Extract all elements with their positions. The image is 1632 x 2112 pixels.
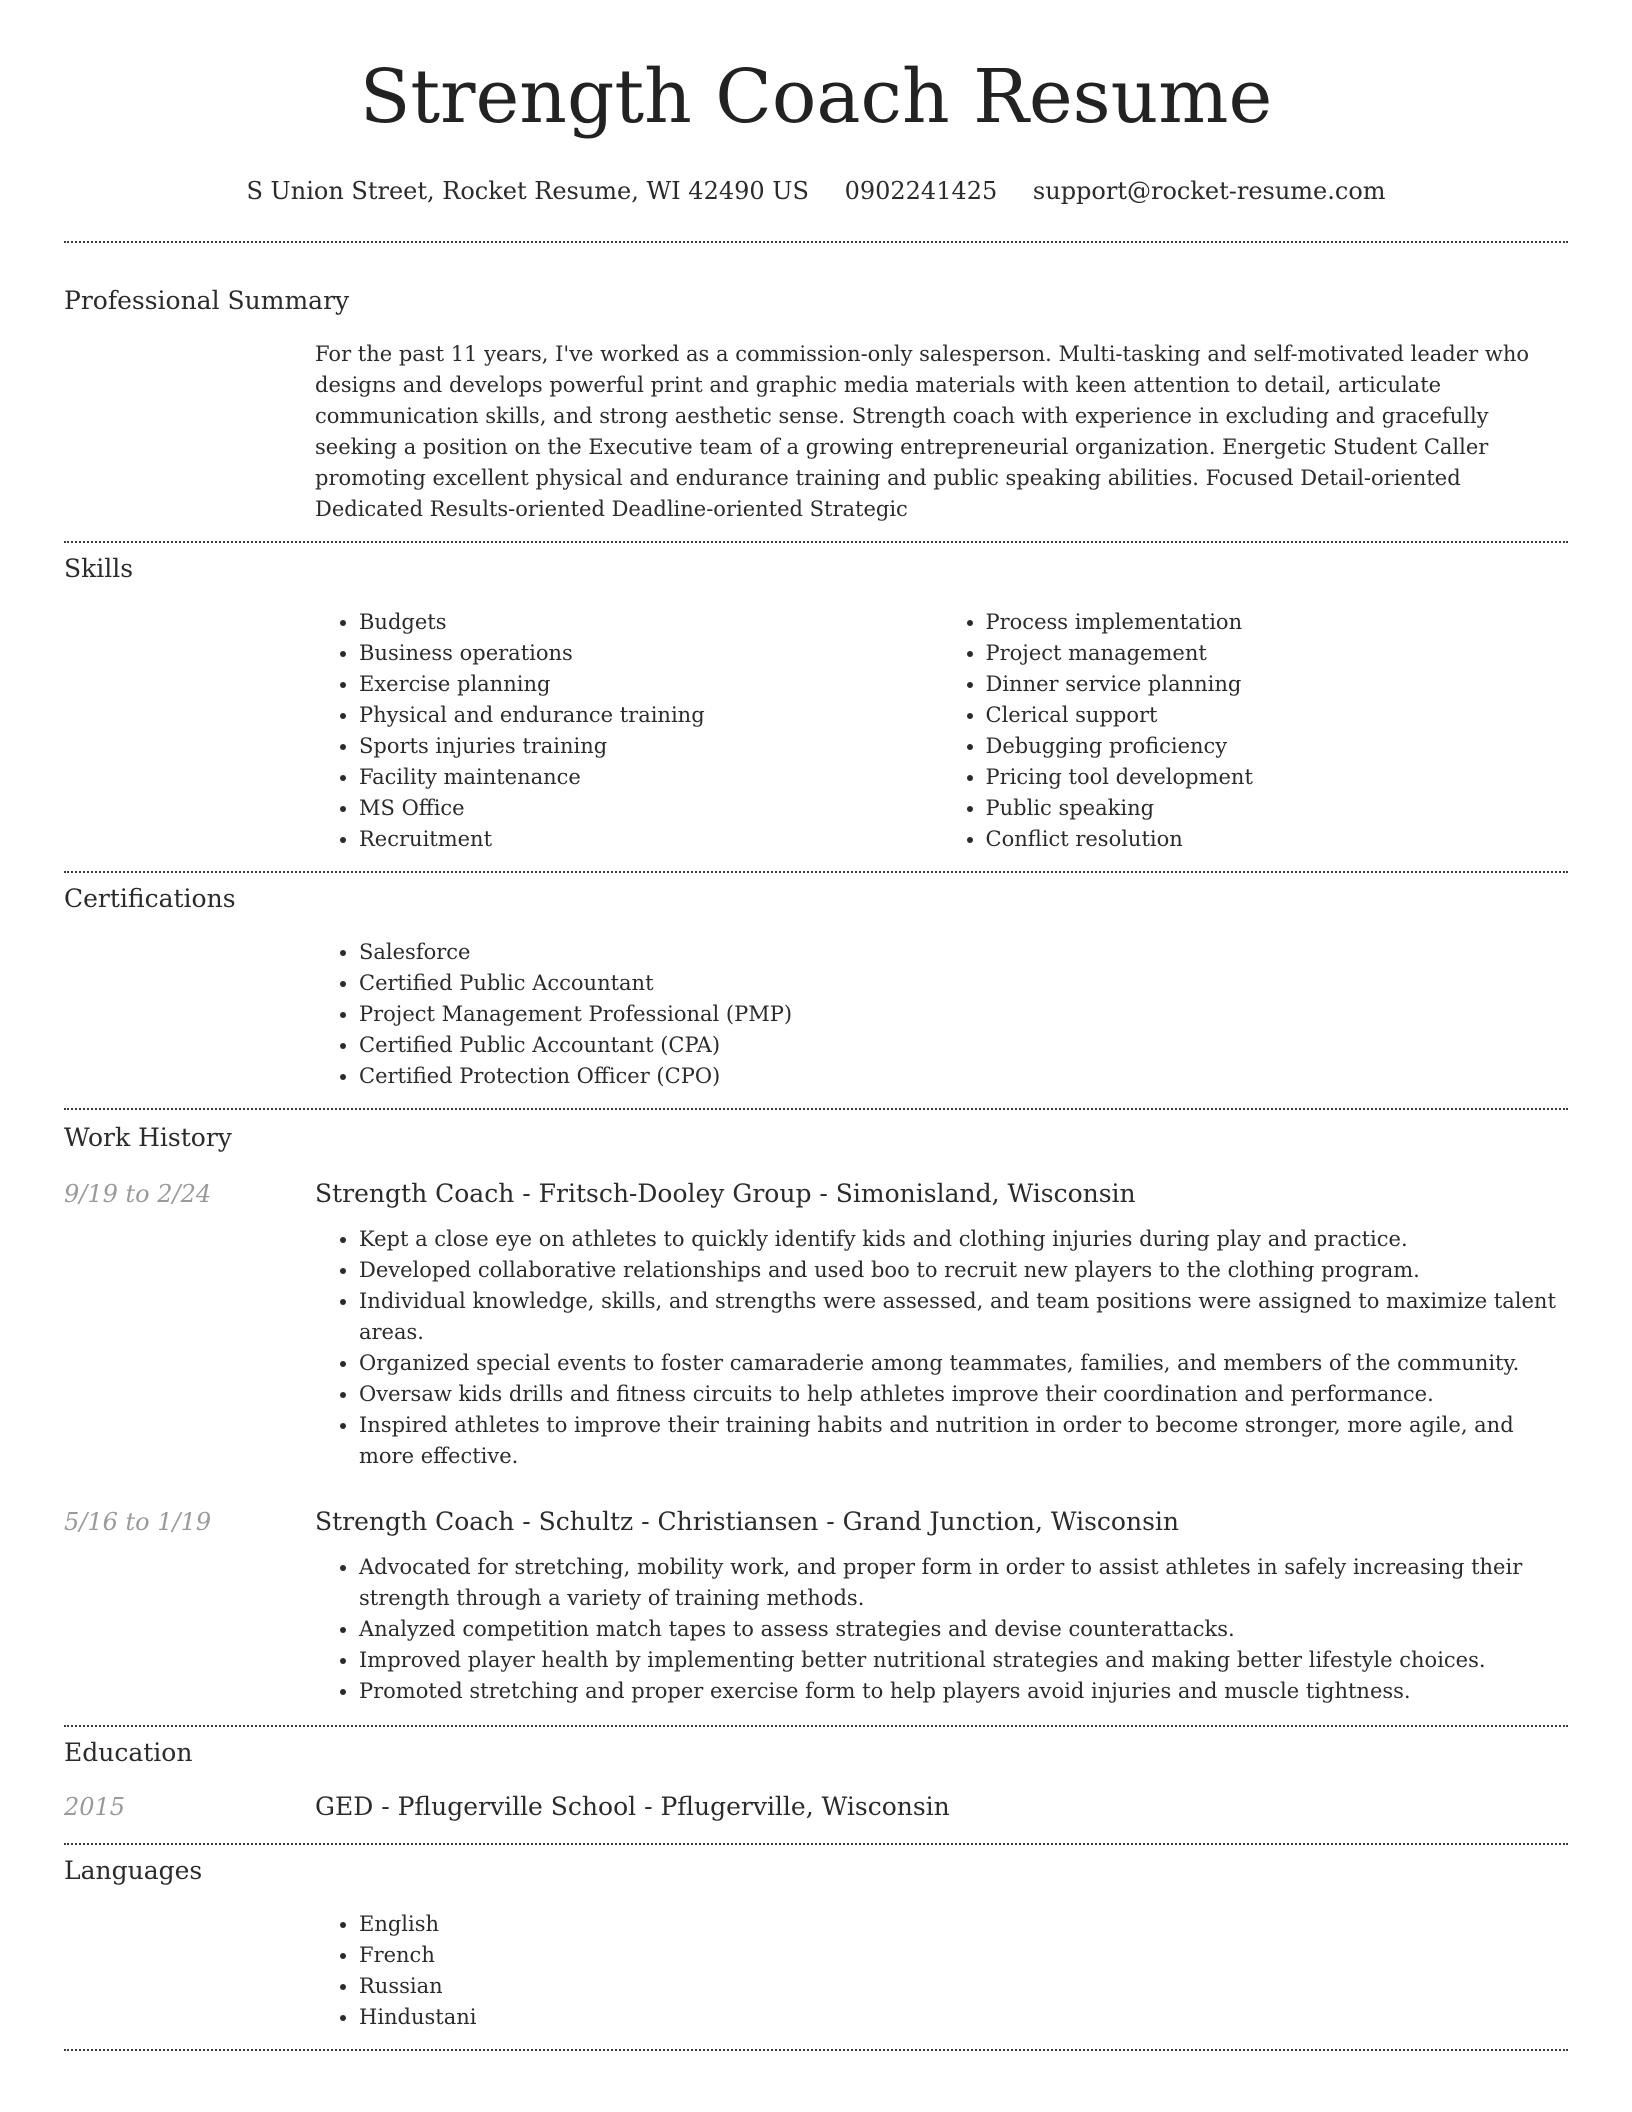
section-heading-skills: Skills [64, 554, 134, 583]
section-heading-certifications: Certifications [64, 884, 236, 913]
skills-section [64, 543, 1568, 855]
resume-header [64, 0, 1568, 206]
list-item: • Certified Public Accountant [359, 968, 1568, 999]
divider [64, 2049, 1568, 2051]
job-entry [64, 1506, 1568, 1707]
certifications-list [315, 937, 1568, 1092]
list-item: • Public speaking [986, 793, 1569, 824]
list-item: • Conflict resolution [986, 824, 1569, 855]
job-details [315, 1552, 1568, 1707]
certifications-content [315, 937, 1568, 1092]
list-item: • Analyzed competition match tapes to assess strategies and devise counterattacks. [359, 1614, 1568, 1645]
list-item: • Kept a close eye on athletes to quickly identify kids and clothing injuries during play and practice. [359, 1224, 1568, 1255]
section-heading-summary: Professional Summary [64, 286, 350, 315]
certifications-section [64, 873, 1568, 1092]
languages-section [64, 1845, 1568, 2033]
list-item: • Individual knowledge, skills, and strengths were assessed, and team positions were assigned to maximize talent areas. [359, 1286, 1568, 1348]
job-title: Strength Coach - Schultz - Christiansen - Grand Junction, Wisconsin [315, 1507, 1180, 1536]
list-item: • Exercise planning [359, 669, 942, 700]
job-entry [64, 1178, 1568, 1472]
job-bullets [315, 1224, 1568, 1472]
list-item: • Certified Protection Officer (CPO) [359, 1061, 1568, 1092]
summary-content [315, 339, 1568, 525]
summary-text: For the past 11 years, I've worked as a commission-only salesperson. Multi-tasking and self-motivated leader who designs and develops powerful print and graphic media materials with keen attention to detail, articulate communication skills, and strong aesthetic sense. Strength coach with experience in excluding and gracefully seeking a position on the Executive team of a growing entrepreneurial organization. Energetic Student Caller promoting excellent physical and endurance training and public speaking abilities. Focused Detail-oriented Dedicated Results-oriented Deadline-oriented Strategic [315, 342, 1530, 521]
list-item: • English [359, 1909, 1568, 1940]
education-entry [64, 1791, 1568, 1823]
list-item: • Improved player health by implementing better nutritional strategies and making better lifestyle choices. [359, 1645, 1568, 1676]
job-title: Strength Coach - Fritsch-Dooley Group - Simonisland, Wisconsin [315, 1179, 1136, 1208]
list-item: • MS Office [359, 793, 942, 824]
contact-email: support@rocket-resume.com [1032, 177, 1386, 205]
list-item: • Hindustani [359, 2002, 1568, 2033]
list-item: • Oversaw kids drills and fitness circuits to help athletes improve their coordination and performance. [359, 1379, 1568, 1410]
list-item: • Debugging proficiency [986, 731, 1569, 762]
list-item: • Promoted stretching and proper exercise form to help players avoid injuries and muscle tightness. [359, 1676, 1568, 1707]
list-item: • Project Management Professional (PMP) [359, 999, 1568, 1030]
job-bullets [315, 1552, 1568, 1707]
job-header [64, 1506, 1568, 1538]
list-item: • Organized special events to foster camaraderie among teammates, families, and members of the community. [359, 1348, 1568, 1379]
list-item: • Dinner service planning [986, 669, 1569, 700]
list-item: • Advocated for stretching, mobility work, and proper form in order to assist athletes in safely increasing their strength through a variety of training methods. [359, 1552, 1568, 1614]
summary-section [64, 243, 1568, 525]
skills-list-right [942, 607, 1569, 855]
education-section [64, 1727, 1568, 1823]
job-header [64, 1178, 1568, 1210]
section-heading-work-history: Work History [64, 1123, 232, 1152]
list-item: • Process implementation [986, 607, 1569, 638]
skills-content [315, 607, 1568, 855]
education-title: GED - Pflugerville School - Pflugerville, Wisconsin [315, 1792, 950, 1821]
work-history-section [64, 1110, 1568, 1707]
section-heading-education: Education [64, 1738, 193, 1767]
list-item: • Business operations [359, 638, 942, 669]
skills-grid [315, 607, 1568, 855]
section-heading-languages: Languages [64, 1856, 203, 1885]
languages-list [315, 1909, 1568, 2033]
list-item: • Physical and endurance training [359, 700, 942, 731]
list-item: • Budgets [359, 607, 942, 638]
list-item: • Facility maintenance [359, 762, 942, 793]
education-year: 2015 [64, 1793, 126, 1821]
resume-page [64, 0, 1568, 2051]
list-item: • French [359, 1940, 1568, 1971]
contact-address: S Union Street, Rocket Resume, WI 42490 US [246, 177, 809, 205]
list-item: • Inspired athletes to improve their training habits and nutrition in order to become stronger, more agile, and more effective. [359, 1410, 1568, 1472]
list-item: • Pricing tool development [986, 762, 1569, 793]
list-item: • Sports injuries training [359, 731, 942, 762]
job-dates: 5/16 to 1/19 [64, 1508, 212, 1536]
languages-content [315, 1909, 1568, 2033]
contact-phone: 0902241425 [844, 177, 998, 205]
job-details [315, 1224, 1568, 1472]
list-item: • Salesforce [359, 937, 1568, 968]
job-dates: 9/19 to 2/24 [64, 1180, 212, 1208]
list-item: • Russian [359, 1971, 1568, 2002]
list-item: • Clerical support [986, 700, 1569, 731]
skills-list-left [315, 607, 942, 855]
list-item: • Project management [986, 638, 1569, 669]
list-item: • Certified Public Accountant (CPA) [359, 1030, 1568, 1061]
contact-line [64, 176, 1568, 206]
list-item: • Developed collaborative relationships and used boo to recruit new players to the clothing program. [359, 1255, 1568, 1286]
list-item: • Recruitment [359, 824, 942, 855]
resume-title: Strength Coach Resume [359, 54, 1273, 140]
